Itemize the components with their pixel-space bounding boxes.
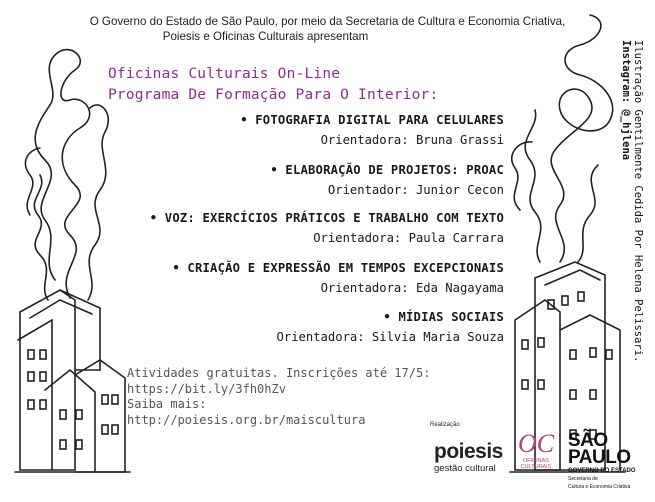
realizacao-label: Realização — [430, 422, 460, 428]
course-teacher: Orientadora: Paula Carrara — [313, 231, 504, 245]
instagram-handle: Instagram: @_hjlena — [620, 40, 632, 161]
course-item — [240, 110, 504, 150]
sp-gov: GOVERNO DO ESTADO — [568, 468, 636, 474]
course-name: • MÍDIAS SOCIAIS — [383, 310, 504, 324]
sp-line-1: SÃO — [568, 430, 608, 451]
course-item — [172, 258, 504, 298]
course-teacher: Orientador: Junior Cecon — [327, 183, 504, 197]
poiesis-subtitle: gestão cultural — [434, 463, 496, 474]
course-teacher: Orientadora: Bruna Grassi — [320, 133, 504, 147]
oc-mark: OC — [517, 429, 555, 458]
sp-line-2: PAULO — [568, 447, 631, 468]
header-line-2: Poiesis e Oficinas Culturais apresentam — [162, 30, 369, 43]
oc-sub-1: OFICINAS — [523, 458, 549, 464]
course-teacher: Orientadora: Eda Nagayama — [320, 281, 504, 295]
registration-link[interactable]: https://bit.ly/3fh0hZv — [127, 381, 286, 396]
sponsor-logos — [430, 422, 650, 500]
sp-sec-1: Secretaria de — [568, 476, 598, 482]
course-name: • CRIAÇÃO E EXPRESSÃO EM TEMPOS EXCEPCIONAIS — [172, 261, 504, 275]
course-item — [277, 307, 504, 347]
more-info-link[interactable]: http://poiesis.org.br/maiscultura — [127, 412, 366, 427]
sp-sec-2: Cultura e Economia Criativa — [568, 484, 631, 490]
title-line-1: Oficinas Culturais On-Line — [108, 66, 341, 82]
footer-info — [127, 366, 430, 428]
credit-line: Ilustração Gentilmente Cedida Por Helena Pelissari. — [632, 40, 644, 363]
oficinas-culturais-logo — [516, 430, 556, 470]
course-name: • VOZ: EXERCÍCIOS PRÁTICOS E TRABALHO COM TEXTO — [149, 211, 504, 225]
course-name: • FOTOGRAFIA DIGITAL PARA CELULARES — [240, 113, 504, 127]
course-item — [270, 160, 504, 200]
title-line-2: Programa De Formação Para O Interior: — [108, 87, 439, 103]
more-info-label: Saiba mais: — [127, 397, 207, 411]
header-line-1: O Governo do Estado de São Paulo, por meio da Secretaria de Cultura e Economia Criativa, — [89, 15, 566, 28]
registration-text: Atividades gratuitas. Inscrições até 17/5: — [127, 366, 431, 380]
course-item — [150, 208, 504, 248]
illustration-credit — [620, 40, 644, 362]
course-name: • ELABORAÇÃO DE PROJETOS: PROAC — [270, 163, 504, 177]
course-teacher: Orientadora: Silvia Maria Souza — [276, 330, 504, 344]
sao-paulo-logo — [568, 432, 650, 490]
oc-sub-2: CULTURAIS — [520, 464, 552, 470]
poiesis-logo: poiesis — [434, 440, 503, 463]
